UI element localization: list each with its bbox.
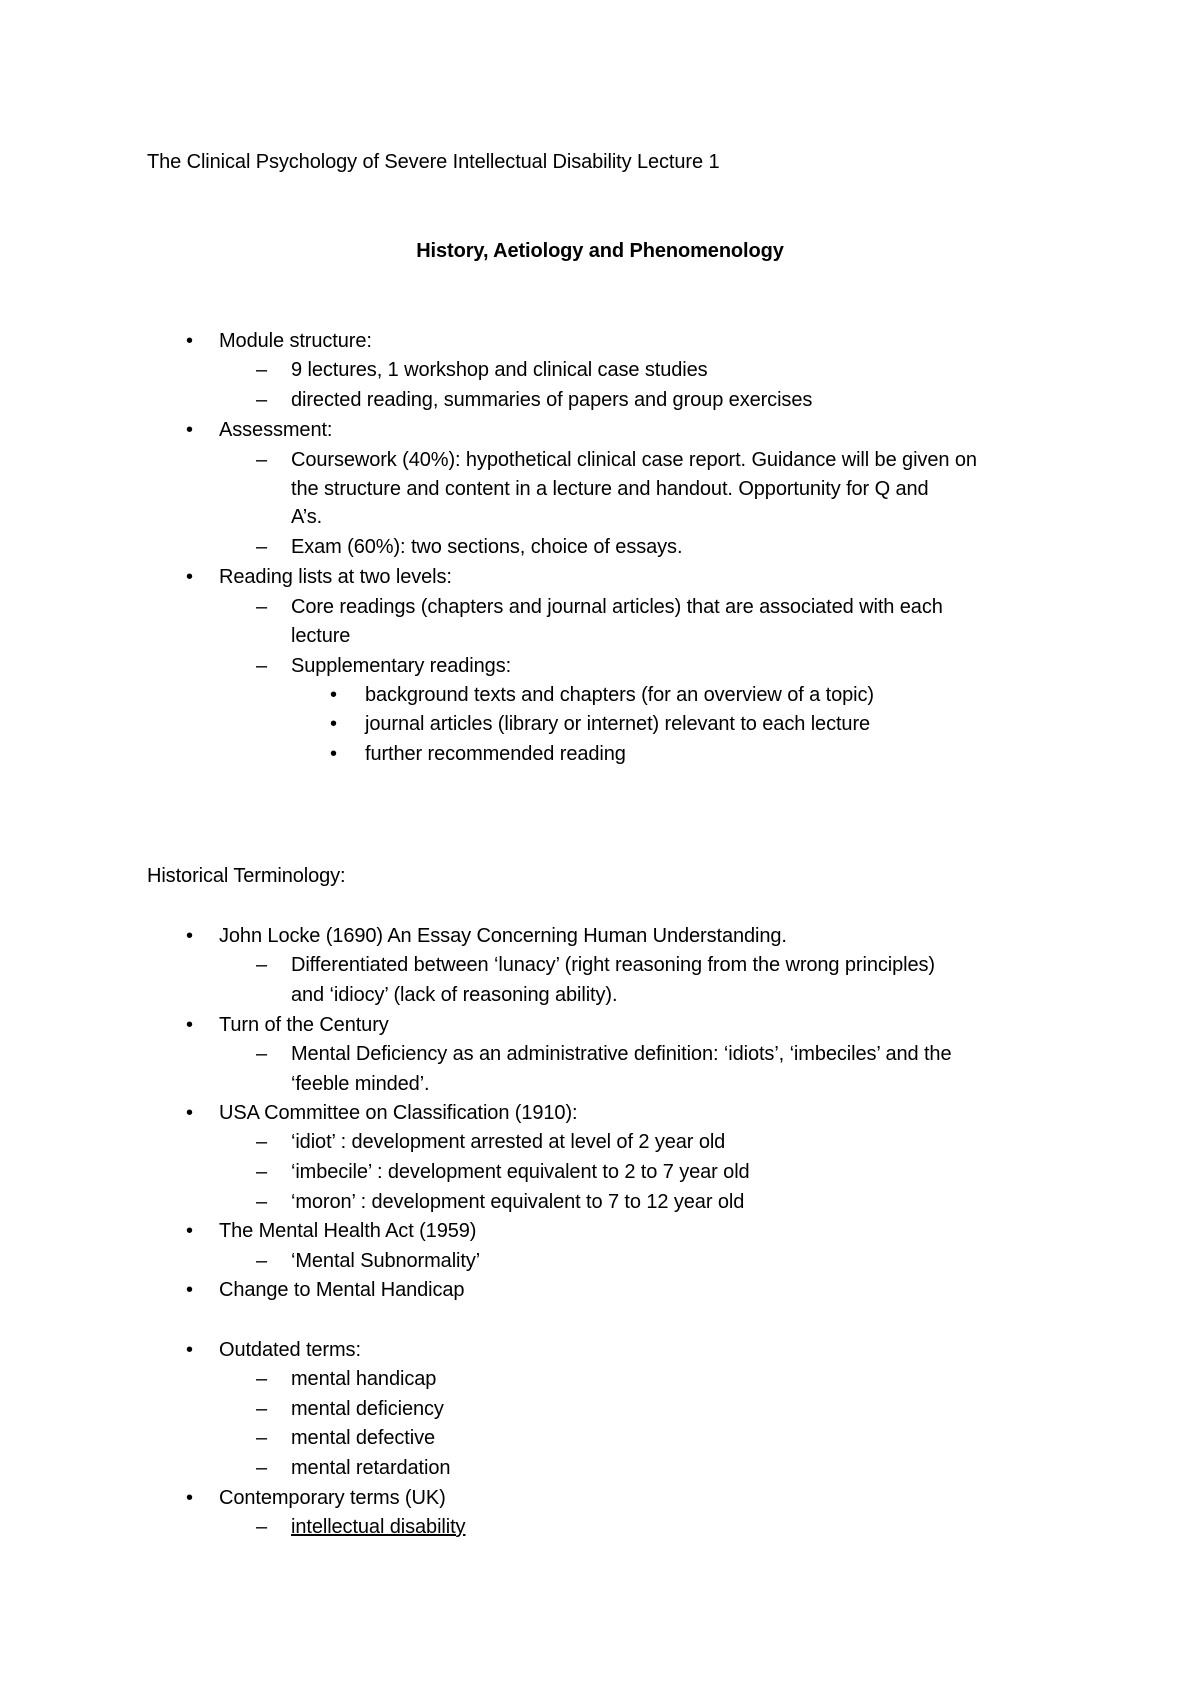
- continuation-line: lecture: [291, 625, 351, 647]
- bullet-glyph: •: [186, 1014, 193, 1036]
- bullet-glyph: •: [186, 566, 193, 588]
- continuation-line: the structure and content in a lecture and handout. Opportunity for Q and: [291, 478, 929, 500]
- document-page: The Clinical Psychology of Severe Intellectual Disability Lecture 1 History, Aetiology and Phenomenology • Module structure: – 9 lectures, 1 workshop and clinical case studies – directed reading, summaries of papers and group exercises • Assessment: – Coursework (40%): hypothetical clinical case report. Guidance will be given on the structure and content in a lecture and handout. Opportunity for Q and A’s. – Exam (60%): two sections, choice of essays. • Reading lists at two levels: – Core readings (chapters and journal articles) that are associated with each lecture – Supplementary readings: • background texts and chapters (for an overview of a topic) • journal articles (library or internet) relevant to each lecture • further recommended reading Historical Terminology: • John Locke (1690) An Essay Concerning Human Understanding. – Differentiated between ‘lunacy’ (right reasoning from the wrong principles) and ‘idiocy’ (lack of reasoning ability). • Turn of the Century – Mental Deficiency as an administrative definition: ‘idiots’, ‘imbeciles’ and the ‘feeble minded’. • USA Committee on Classification (1910): – ‘idiot’ : development arrested at level of 2 year old – ‘imbecile’ : development equivalent to 2 to 7 year old – ‘moron’ : development equivalent to 7 to 12 year old • The Mental Health Act (1959) – ‘Mental Subnormality’ • Change to Mental Handicap • Outdated terms: – mental handicap – mental deficiency – mental defective – mental retardation • Contemporary terms (UK) – intellectual disability: [0, 0, 1200, 1698]
- dash-glyph: –: [256, 359, 268, 381]
- bullet-glyph: •: [186, 330, 193, 352]
- dash-glyph: –: [256, 1161, 268, 1183]
- bullet-glyph: •: [186, 1102, 193, 1124]
- dash-glyph: –: [256, 954, 268, 976]
- dash-glyph: –: [256, 1457, 268, 1479]
- bullet-glyph: •: [186, 1279, 193, 1301]
- dash-glyph: –: [256, 655, 268, 677]
- bullet-glyph: •: [186, 925, 193, 947]
- document-title: The Clinical Psychology of Severe Intellectual Disability Lecture 1: [147, 151, 720, 173]
- dash-glyph: –: [256, 1191, 268, 1213]
- continuation-line: A’s.: [291, 506, 323, 528]
- underlined-term: intellectual disability: [291, 1516, 466, 1538]
- bullet-glyph: •: [186, 1339, 193, 1361]
- dash-glyph: –: [256, 1131, 268, 1153]
- dash-glyph: –: [256, 389, 268, 411]
- bullet-glyph: •: [330, 743, 337, 765]
- dash-glyph: –: [256, 1516, 268, 1538]
- bullet-glyph: •: [186, 1220, 193, 1242]
- dash-glyph: –: [256, 596, 268, 618]
- dash-glyph: –: [256, 1043, 268, 1065]
- continuation-line: and ‘idiocy’ (lack of reasoning ability).: [291, 984, 618, 1006]
- bullet-glyph: •: [186, 419, 193, 441]
- continuation-line: ‘feeble minded’.: [291, 1073, 430, 1095]
- dash-glyph: –: [256, 1368, 268, 1390]
- dash-glyph: –: [256, 1398, 268, 1420]
- bullet-glyph: •: [330, 684, 337, 706]
- dash-glyph: –: [256, 1250, 268, 1272]
- bullet-glyph: •: [186, 1487, 193, 1509]
- dash-glyph: –: [256, 1427, 268, 1449]
- lecture-heading: History, Aetiology and Phenomenology: [416, 240, 784, 262]
- dash-glyph: –: [256, 536, 268, 558]
- bullet-glyph: •: [330, 713, 337, 735]
- section-heading-historical-terminology: Historical Terminology:: [147, 865, 346, 887]
- dash-glyph: –: [256, 449, 268, 471]
